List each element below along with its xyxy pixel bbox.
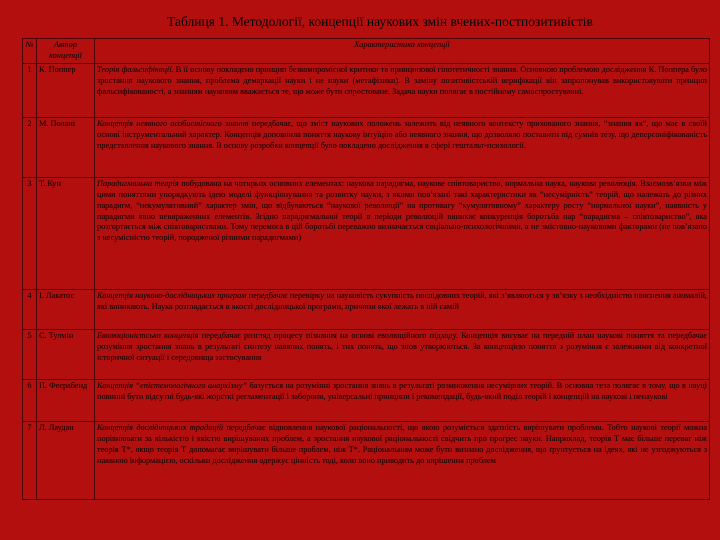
- row-description: [95, 117, 710, 177]
- row-author: К. Поппер: [37, 63, 95, 117]
- row-num: 2: [23, 117, 37, 177]
- row-author: М. Полані: [37, 117, 95, 177]
- table-row: [23, 63, 710, 117]
- row-num: 7: [23, 421, 37, 499]
- row-num: 3: [23, 177, 37, 289]
- concept-text: передбачає відновлення наукової раціональності, що якою розуміється здатність вирішувати проблеми. Тобто наукові теорії можна порівнювати за кількістю і якістю вирішуваних проблем, а зростання наукової раціональності свідчить про прогрес науки. Наприклад, теорія Т має більше переваг ніж теорія Т*, якщо теорія Т допомагає вирішувати більше проблем, ніж Т*. Раціональним може бути визнано дослідження, що ґрунтується на ідеях, які не узгоджуються з наявною інформацією, оскільки дослідження одержує цінність тоді, коли воно приводить до вирішення проблем: [97, 422, 707, 465]
- table-header-row: [23, 39, 710, 64]
- concepts-table: [22, 38, 710, 500]
- header-author: Автор концепції: [37, 39, 95, 64]
- concept-name: Концепція дослідницьких традицій: [97, 422, 224, 432]
- header-num: №: [23, 39, 37, 64]
- concept-text: передбачає перевірку на науковість сукупність послідовних теорій, які з’являються у зв’язку з необхідністю пояснення аномалій, які виникають. Наука розглядається в якості дослідницької програми, причини якої лежать в ній самій: [97, 290, 707, 311]
- table-title: Таблиця 1. Методології, концепції наукових змін вчених-постпозитивістів: [167, 14, 593, 29]
- row-author: Л. Лаудан: [37, 421, 95, 499]
- row-description: [95, 177, 710, 289]
- row-description: [95, 289, 710, 329]
- concept-text: В її основу покладено принцип безкомпромісної критики та принципової гіпотетичності знання. Основною проблемою дослідження К. Поппера було зростання наукового знання, проблема демаркації науки і не науки (метафізики). В заміну позитивістській верифікації він запропонував використовувати принцип фальсифікованості, а знанням науковим вважається те, що може бути спростоване. Задача науки полягає в постійному самоспростуванні.: [97, 64, 707, 96]
- table-row: [23, 177, 710, 289]
- row-author: І. Лакатос: [37, 289, 95, 329]
- row-num: 4: [23, 289, 37, 329]
- row-description: [95, 379, 710, 421]
- row-description: [95, 63, 710, 117]
- concept-name: Парадигмальна теорія: [97, 178, 179, 188]
- row-num: 6: [23, 379, 37, 421]
- concept-name: Еволюціоністська концепція: [97, 330, 199, 340]
- concept-text: передбачає, що зміст наукових положень залежить від неявного контексту прихованого знання, “знання як”, що має в своїй основі інструментальний характер. Концепція доповнила поняття наукову інтуїцію або неявного знання, що дозволяло поставити під сумнів тезу, що деперсоніфікованість представлення наукового знання. В основу розробки концепції було покладено дослідження в сфері гештальт-психології.: [97, 118, 707, 150]
- concept-text: передбачає розгляд процесу пізнання на основі еволюційного підходу. Концепція висуває на передній план наукові поняття та передбачає розуміння зростання знань в результаті синтезу наявних понять, і тих понять, що знов утворюються. За концепцією поняття з розуміння є залежними від конкретної історичної ситуації і середовища застосування: [97, 330, 707, 362]
- row-author: С. Тулмін: [37, 329, 95, 379]
- concept-name: Теорія фальсифікації.: [97, 64, 174, 74]
- concept-name: Концепція неявного особистісного знання: [97, 118, 249, 128]
- row-description: [95, 329, 710, 379]
- concept-text: базується на розумінні зростання знань в результаті розмноження несумірних теорій. В основна теза полягає в тому, що в науці повинні бути відсутні будь-які жорсткі регламентації і заборони, універсальні принципи і рекомендації, будь-який поділ теорій і концепцій на наукові і ненаукові: [97, 380, 708, 401]
- row-description: [95, 421, 710, 499]
- concept-name: Концепція “епістемологічного анархізму”: [97, 380, 248, 390]
- row-num: 1: [23, 63, 37, 117]
- concept-name: Концепція науково-дослідницьких програм: [97, 290, 247, 300]
- row-author: Т. Кун: [37, 177, 95, 289]
- table-row: [23, 379, 710, 421]
- table-row: [23, 329, 710, 379]
- table-row: [23, 421, 710, 499]
- header-desc: Характеристика концепції: [95, 39, 710, 64]
- table-row: [23, 117, 710, 177]
- row-num: 5: [23, 329, 37, 379]
- concept-text: побудована на чотирьох основних елементах: наукова парадигма, наукове співтовариство, нормальна наука, наукова революція. Взаємозв’язки між цими поняттями упорядкують ідею моделі функціонування та розвитку науки, з якими пов’язані такі характеристики як “несумірність” теорій, що належать до різних парадигм, “некумулятивний” характер змін, що відбуваються “наукової революції” на противагу “кумулятивному” характеру росту “нормальної науки”, наявність у парадигми явно невираженних елементів. Згідно парадигмальної теорії в періоди революцій виникає конкуренція боротьба пар “парадигма – співтовариство”, яка розгортається між співтовариствами. Тому перемога в цій боротьбі переважно визначається соціально-психологічними, а не змістовно-науковими факторами (не пов’язано з несумісністю теорій, породженої різними парадигмами): [97, 178, 707, 243]
- row-author: П. Феєрабенд: [37, 379, 95, 421]
- table-row: [23, 289, 710, 329]
